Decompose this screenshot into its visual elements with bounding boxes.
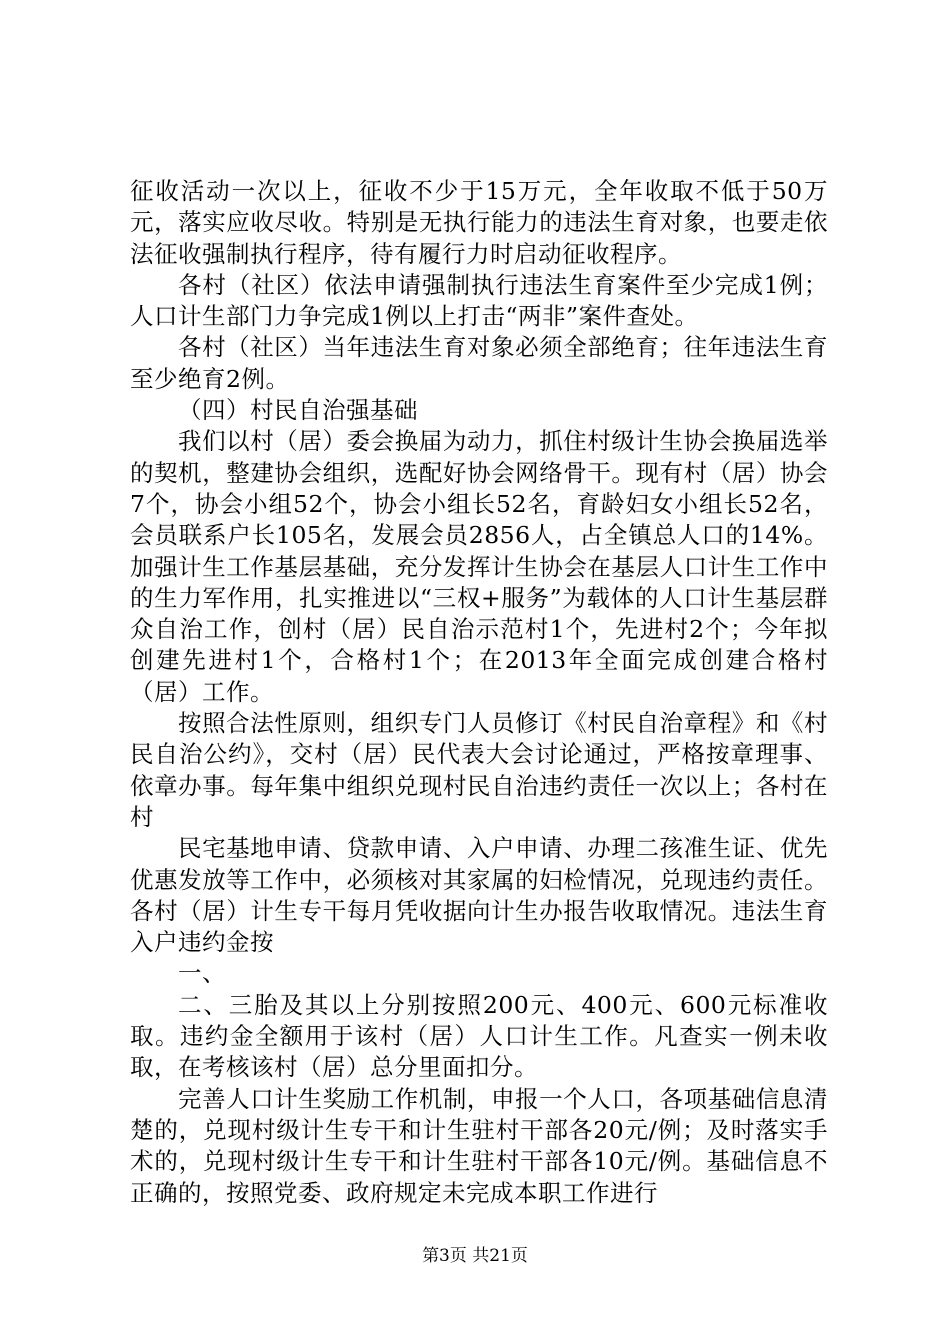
paragraph: 按照合法性原则，组织专门人员修订《村民自治章程》和《村民自治公约》，交村（居）民代表大会讨论通过，严格按章理事、依章办事。每年集中组织兑现村民自治违约责任一次以上；各村在村 [130,709,828,831]
paragraph: 民宅基地申请、贷款申请、入户申请、办理二孩准生证、优先优惠发放等工作中，必须核对其家属的妇检情况，兑现违约责任。各村（居）计生专干每月凭收据向计生办报告收取情况。违法生育入户违约金按 [130,834,828,957]
paragraph: 我们以村（居）委会换届为动力，抓住村级计生协会换届选举的契机，整建协会组织，选配好协会网络骨干。现有村（居）协会7个，协会小组52个，协会小组长52名，育龄妇女小组长52名，会员联系户长105名，发展会员2856人，占全镇总人口的14%。加强计生工作基层基础，充分发挥计生协会在基层人口计生工作中的生力军作用，扎实推进以“三权+服务”为载体的人口计生基层群众自治工作，创村（居）民自治示范村1个，先进村2个；今年拟创建先进村1个，合格村1个；在2013年全面完成创建合格村（居）工作。 [130,427,828,706]
page-number-footer: 第3页 共21页 [422,1246,528,1266]
paragraph: 各村（社区）依法申请强制执行违法生育案件至少完成1例；人口计生部门力争完成1例以上打击“两非”案件查处。 [130,270,828,331]
paragraph: 完善人口计生奖励工作机制，申报一个人口，各项基础信息清楚的，兑现村级计生专干和计生驻村干部各20元/例；及时落实手术的，兑现村级计生专干和计生驻村干部各10元/例。基础信息不正确的，按照党委、政府规定未完成本职工作进行 [130,1084,828,1207]
paragraph: 各村（社区）当年违法生育对象必须全部绝育；往年违法生育至少绝育2例。 [130,333,828,393]
paragraph: 一、 [178,959,226,988]
paragraph: 征收活动一次以上，征收不少于15万元，全年收取不低于50万元，落实应收尽收。特别是无执行能力的违法生育对象，也要走依法征收强制执行程序，待有履行力时启动征收程序。 [130,177,828,268]
document-body [130,176,828,1209]
section-heading: （四）村民自治强基础 [178,396,418,425]
paragraph: 二、三胎及其以上分别按照200元、400元、600元标准收取。违约金全额用于该村（居）人口计生工作。凡查实一例未收取，在考核该村（居）总分里面扣分。 [130,990,828,1082]
